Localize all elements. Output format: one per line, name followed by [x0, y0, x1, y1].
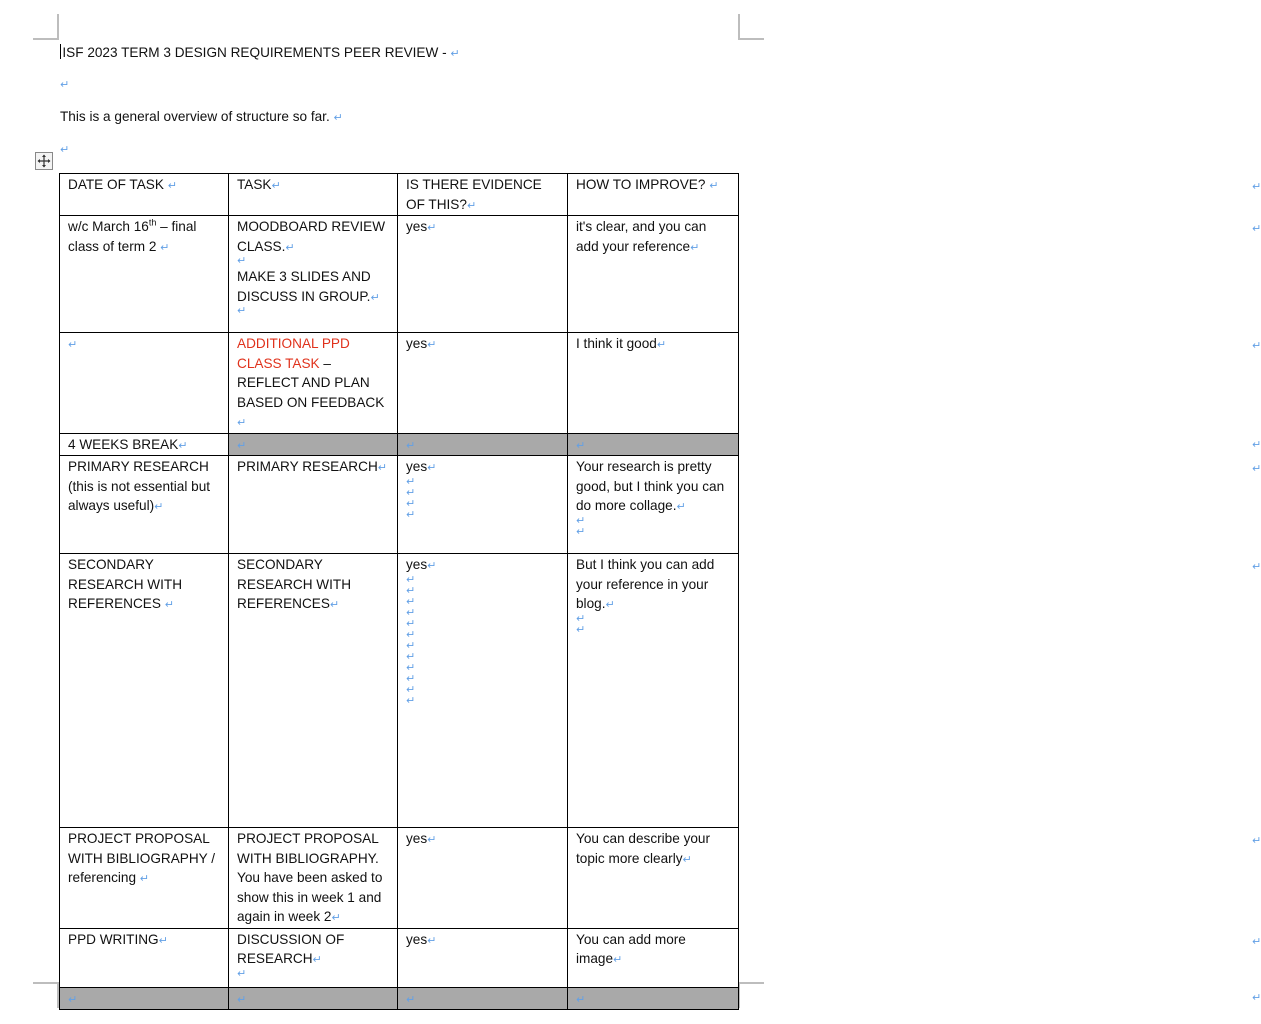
peer-review-table — [59, 173, 1261, 1010]
cell-end-mark-icon: ↵ — [690, 241, 700, 254]
paragraph-mark-icon: ↵ — [427, 462, 437, 474]
row-end-mark-icon: ↵ — [1252, 835, 1261, 847]
corner-mark-top-right — [738, 14, 740, 40]
paragraph-mark-icon: ↵ — [406, 628, 416, 641]
cell-end-mark-icon: ↵ — [613, 954, 623, 966]
cell-task[interactable] — [229, 433, 398, 456]
paragraph-mark-icon: ↵ — [406, 497, 416, 510]
cell-end-mark-icon: ↵ — [576, 525, 586, 538]
cell-end-mark-icon: ↵ — [377, 462, 387, 474]
table-row — [60, 554, 739, 828]
cell-improve[interactable]: it's clear, and you can add your reference↵ ↵ — [568, 216, 739, 333]
table-row — [60, 456, 739, 554]
table-row — [60, 333, 739, 434]
cell-task[interactable]: SECONDARY RESEARCH WITH REFERENCES↵ — [229, 554, 398, 828]
header-cell-improve[interactable]: HOW TO IMPROVE? ↵ ↵ — [568, 174, 739, 216]
cell-end-mark-icon: ↵ — [237, 417, 247, 429]
table-row — [60, 216, 739, 333]
cell-evidence[interactable]: yes↵ — [398, 333, 568, 434]
corner-mark-bottom-left — [33, 982, 59, 984]
header-cell-task[interactable]: TASK↵ — [229, 174, 398, 216]
header-cell-evidence[interactable]: IS THERE EVIDENCE OF THIS?↵ — [398, 174, 568, 216]
paragraph-mark-icon: ↵ — [605, 599, 615, 611]
cell-evidence[interactable] — [398, 987, 568, 1010]
table-row — [60, 928, 739, 987]
paragraph-mark-icon: ↵ — [427, 560, 437, 572]
cell-end-mark-icon: ↵ — [656, 339, 667, 351]
corner-mark-top-right — [738, 38, 764, 40]
cell-date[interactable]: SECONDARY RESEARCH WITH REFERENCES ↵ — [60, 554, 229, 828]
cell-end-mark-icon: ↵ — [406, 993, 416, 1006]
paragraph-mark-icon: ↵ — [237, 255, 247, 267]
cell-end-mark-icon: ↵ — [158, 934, 168, 947]
cell-improve[interactable]: But I think you can add your reference in your blog.↵ ↵ ↵ ↵ — [568, 554, 739, 828]
cell-evidence[interactable]: yes↵ ↵ ↵ ↵ ↵ — [398, 456, 568, 554]
cell-improve[interactable]: You can describe your topic more clearly↵ ↵ — [568, 828, 739, 929]
cell-date[interactable] — [60, 987, 229, 1010]
cell-improve[interactable] — [568, 987, 1261, 1010]
overview-paragraph[interactable]: This is a general overview of structure so far. ↵ — [60, 109, 343, 124]
cell-evidence[interactable]: yes↵ — [398, 216, 568, 333]
row-end-mark-icon: ↵ — [1252, 438, 1261, 451]
paragraph-mark-icon: ↵ — [406, 650, 416, 663]
cell-date[interactable]: w/c March 16th – final class of term 2 ↵ — [60, 216, 229, 333]
cell-evidence[interactable]: yes↵ ↵ ↵ ↵ ↵ ↵ ↵ ↵ ↵ ↵ ↵ ↵ ↵ — [398, 554, 568, 828]
cell-task[interactable]: ADDITIONAL PPD CLASS TASK – REFLECT AND PLAN BASED ON FEEDBACK ↵ — [229, 333, 398, 434]
paragraph-mark-icon: ↵ — [406, 606, 416, 619]
paragraph-mark-icon: ↵ — [406, 617, 416, 630]
cell-evidence[interactable]: yes↵ — [398, 828, 568, 929]
cell-end-mark-icon: ↵ — [139, 873, 150, 885]
cell-date[interactable]: PRIMARY RESEARCH (this is not essential but always useful)↵ — [60, 456, 229, 554]
cell-end-mark-icon: ↵ — [406, 694, 416, 707]
cell-end-mark-icon: ↵ — [178, 439, 188, 452]
cell-end-mark-icon: ↵ — [331, 912, 341, 924]
paragraph-mark-icon: ↵ — [406, 573, 416, 586]
paragraph-mark-icon: ↵ — [60, 144, 70, 156]
cell-end-mark-icon: ↵ — [576, 439, 586, 452]
cell-task[interactable]: MOODBOARD REVIEW CLASS.↵ ↵ MAKE 3 SLIDES AND DISCUSS IN GROUP.↵ ↵ — [229, 216, 398, 333]
cell-date[interactable]: PROJECT PROPOSAL WITH BIBLIOGRAPHY / referencing ↵ — [60, 828, 229, 929]
cell-end-mark-icon: ↵ — [271, 180, 281, 192]
paragraph-mark-icon: ↵ — [676, 501, 686, 513]
cell-date[interactable] — [60, 333, 229, 434]
cell-end-mark-icon: ↵ — [576, 623, 586, 636]
paragraph-mark-icon: ↵ — [406, 683, 416, 696]
paragraph-mark-icon: ↵ — [406, 486, 416, 499]
cell-end-mark-icon: ↵ — [406, 439, 416, 452]
paragraph-mark-icon: ↵ — [576, 612, 586, 625]
cell-end-mark-icon: ↵ — [237, 993, 247, 1006]
cell-task[interactable] — [229, 987, 398, 1010]
paragraph-mark-icon: ↵ — [312, 954, 322, 966]
paragraph-mark-icon: ↵ — [406, 475, 416, 488]
cell-end-mark-icon: ↵ — [427, 934, 437, 947]
cell-task[interactable]: PRIMARY RESEARCH↵ — [229, 456, 398, 554]
cell-end-mark-icon: ↵ — [164, 599, 174, 611]
paragraph-mark-icon: ↵ — [406, 672, 416, 685]
paragraph-mark-icon: ↵ — [60, 79, 70, 91]
header-cell-date[interactable]: DATE OF TASK ↵ — [60, 174, 229, 216]
row-end-mark-icon: ↵ — [1252, 935, 1261, 948]
row-end-mark-icon: ↵ — [1252, 561, 1261, 573]
cell-end-mark-icon: ↵ — [160, 241, 170, 254]
cell-improve[interactable]: You can add more image↵ ↵ — [568, 928, 739, 987]
cell-end-mark-icon: ↵ — [709, 180, 719, 192]
corner-mark-bottom-right — [738, 982, 764, 984]
paragraph-mark-icon: ↵ — [406, 639, 416, 652]
paragraph-mark-icon: ↵ — [576, 514, 586, 527]
row-end-mark-icon: ↵ — [1252, 340, 1261, 352]
cell-end-mark-icon: ↵ — [576, 993, 586, 1006]
cell-end-mark-icon: ↵ — [68, 339, 78, 351]
cell-evidence[interactable] — [398, 433, 568, 456]
document-title[interactable]: ISF 2023 TERM 3 DESIGN REQUIREMENTS PEER REVIEW - ↵ — [60, 44, 460, 62]
cell-end-mark-icon: ↵ — [466, 199, 477, 212]
cell-end-mark-icon: ↵ — [154, 501, 164, 513]
cell-end-mark-icon: ↵ — [427, 339, 437, 351]
cell-improve[interactable]: I think it good↵ ↵ — [568, 333, 739, 434]
paragraph-mark-icon: ↵ — [406, 661, 416, 674]
cell-date[interactable]: PPD WRITING↵ — [60, 928, 229, 987]
table-header-row — [60, 174, 739, 216]
cell-end-mark-icon: ↵ — [427, 222, 437, 234]
corner-mark-top-left — [33, 38, 59, 40]
cell-evidence[interactable]: yes↵ — [398, 928, 568, 987]
row-end-mark-icon: ↵ — [1252, 991, 1261, 1004]
cell-improve[interactable] — [568, 433, 1261, 456]
table-row-empty — [60, 987, 739, 1010]
cell-end-mark-icon: ↵ — [237, 305, 247, 317]
cell-end-mark-icon: ↵ — [682, 853, 692, 866]
corner-mark-top-left — [57, 14, 59, 40]
cell-end-mark-icon: ↵ — [237, 439, 247, 452]
cell-end-mark-icon: ↵ — [406, 508, 416, 521]
table-row — [60, 828, 739, 929]
cell-task[interactable]: PROJECT PROPOSAL WITH BIBLIOGRAPHY. You have been asked to show this in week 1 and again in week 2↵ — [229, 828, 398, 929]
cell-end-mark-icon: ↵ — [68, 993, 78, 1006]
paragraph-mark-icon: ↵ — [285, 241, 295, 254]
cell-end-mark-icon: ↵ — [329, 599, 340, 611]
cell-date[interactable]: 4 WEEKS BREAK↵ — [60, 433, 229, 456]
row-end-mark-icon: ↵ — [1252, 223, 1261, 235]
paragraph-mark-icon: ↵ — [406, 595, 416, 608]
cell-end-mark-icon: ↵ — [237, 967, 247, 980]
cell-task[interactable]: DISCUSSION OF RESEARCH↵ ↵ — [229, 928, 398, 987]
cell-end-mark-icon: ↵ — [427, 834, 437, 846]
cell-end-mark-icon: ↵ — [167, 180, 177, 192]
paragraph-mark-icon: ↵ — [406, 584, 416, 597]
row-end-mark-icon: ↵ — [1252, 181, 1261, 193]
cell-improve[interactable]: Your research is pretty good, but I think you can do more collage.↵ ↵ ↵ ↵ — [568, 456, 739, 554]
paragraph-mark-icon: ↵ — [333, 112, 343, 124]
paragraph-mark-icon: ↵ — [370, 291, 380, 304]
row-end-mark-icon: ↵ — [1252, 463, 1261, 475]
table-move-handle-icon[interactable] — [35, 152, 53, 170]
table-row-break — [60, 433, 739, 456]
paragraph-mark-icon: ↵ — [450, 48, 460, 60]
